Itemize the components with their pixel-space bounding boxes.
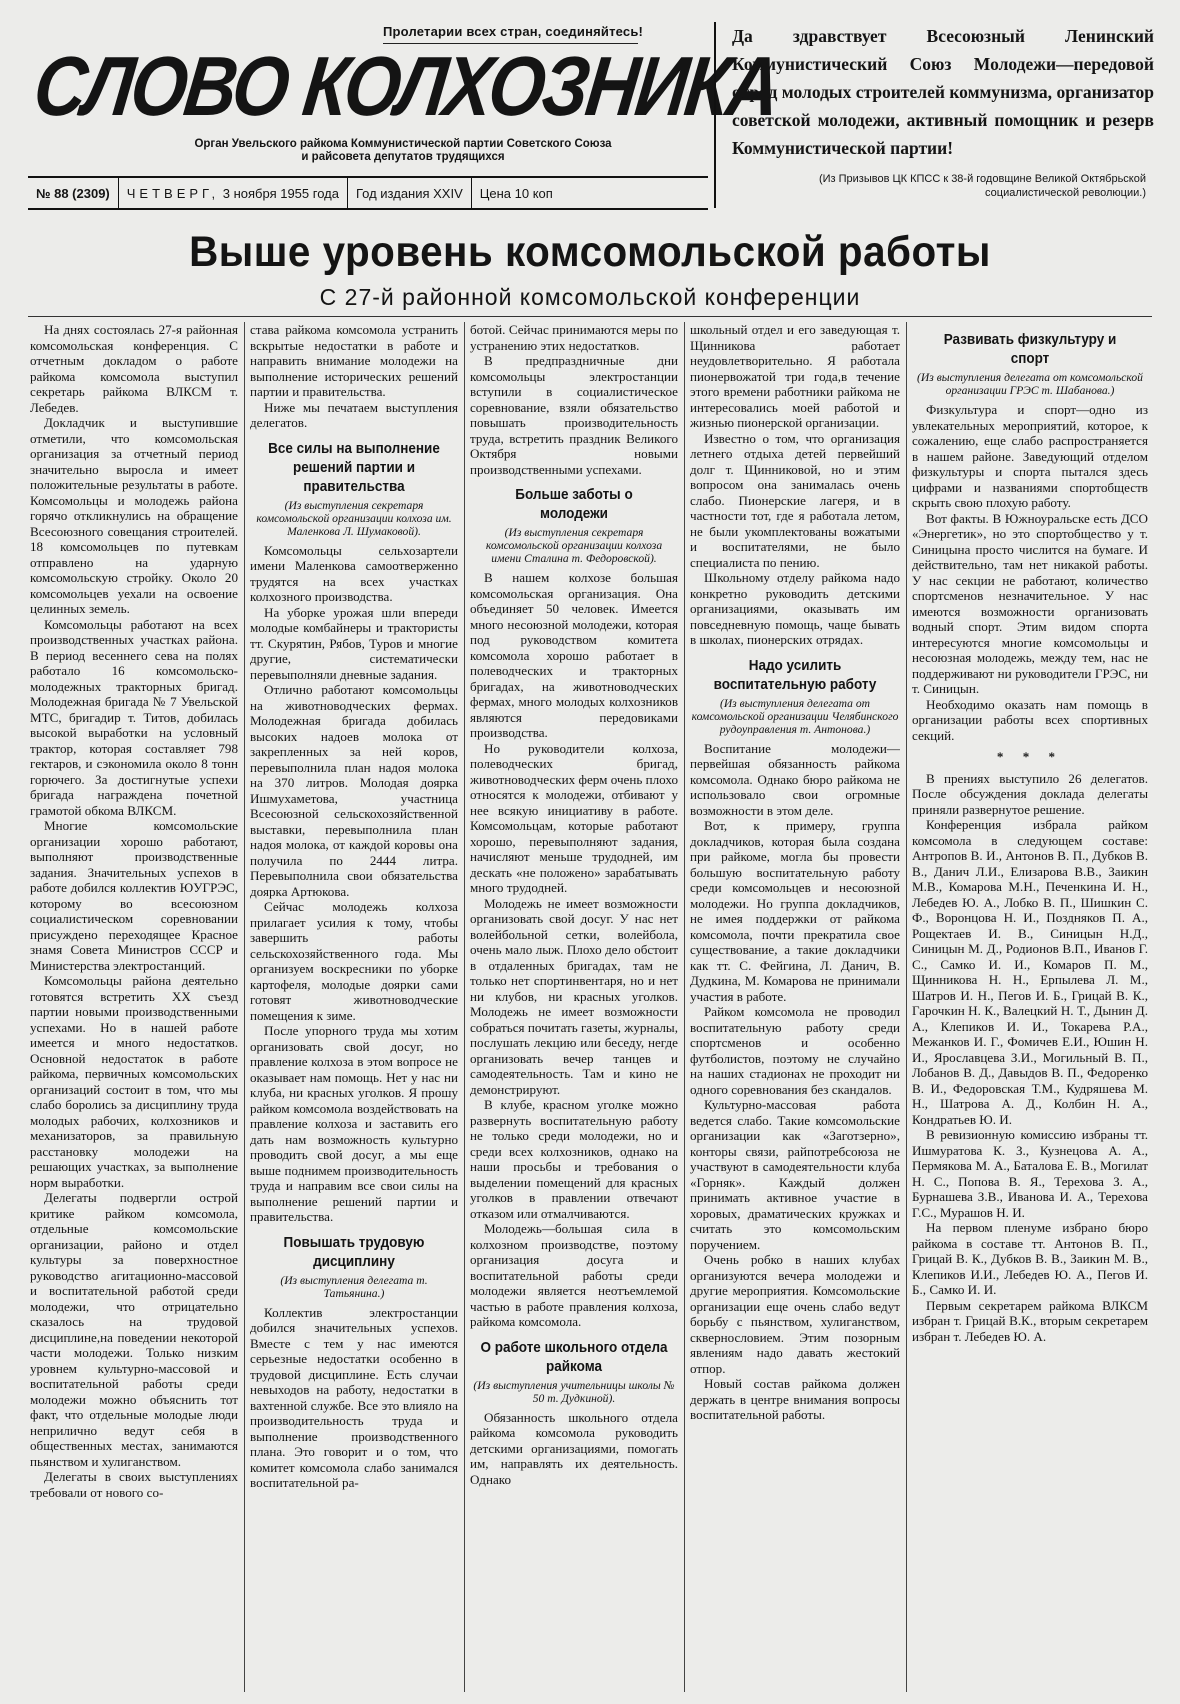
article-paragraph: Необходимо оказать нам помощь в организации работы всех спортивных секций. <box>912 696 1148 743</box>
article-paragraph: Коллектив электростанции добился значительных успехов. Вместе с тем у нас имеются серьезные недостатки особенно в трудовой дисциплине. Есть случаи невыходов на работу, недостатки в вахтенной службе. Все это влияло на производительность труда и выполнение производственного плана. Это говорит и о том, что комитет комсомола слабо занимался воспитательной ра- <box>250 1304 458 1490</box>
article-paragraph: Сейчас молодежь колхоза прилагает усилия к тому, чтобы завершить работы сельскохозяйственного года. Мы организуем воскресники по уборке картофеля, молодые доярки сами готовят животноводческие помещения к зиме. <box>250 899 458 1023</box>
sub-headline: С 27-й районной комсомольской конференции <box>319 284 861 310</box>
article-paragraph: Молодежь не имеет возможности организовать свой досуг. У нас нет волейбольной сетки, волейбола, очень мало лыж. Плохо дело обстоит в отдаленных бригадах, там не только нет спортинвентаря, но и нет ни клубов, ни красных уголков. Молодежь не имеет возможности собраться почитать газеты, журналы, послушать лекцию или беседу, негде организовать вечер танцев и самодеятельность. Там и кино не демонстрируют. <box>470 895 678 1097</box>
article-paragraph: Отлично работают комсомольцы на животноводческих фермах. Молодежная бригада добилась высоких надоев молока от закрепленных за ней коров, перевыполнила план надоя молока на 370 литров. Молодая доярка Ишмухаметова, участница Всесоюзной сельскохозяйственной выставки, перевыполнила план надоя молока, от каждой коровы она получила по 2444 литра. Перевыполнила свои обязательства доярка Артюкова. <box>250 682 458 899</box>
article-paragraph: Вот, к примеру, группа докладчиков, которая была создана при райкоме, могла бы провести большую воспитательную работу среди комсомольцев и несоюзной молодежи. Но группа докладчиков, не имея поддержки от райкома комсомола, почти прекратила свое существование, а такие докладчики как тт. С. Фейгина, Л. Данич, В. Дудкина, М. Комарова не принимали участия в работе. <box>690 818 900 1004</box>
section-title: Все силы на выполнение решений партии и правительства <box>268 439 440 495</box>
issue-date-text: 3 ноября 1955 года <box>222 185 339 201</box>
section-byline: (Из выступления учительницы школы № 50 т. Дудкиной). <box>473 1378 675 1405</box>
headline-rule <box>28 316 1152 317</box>
issue-number: № 88 (2309) <box>28 178 119 208</box>
article-paragraph: Многие комсомольские организации хорошо работают, выполняют производственные задания. Значительных успехов в работе добился коллектив ЮУГРЭС, которому во всесоюзном социалистическом соревновании присуждено переходящее Красное знамя Совета Министров СССР и Министерства электростанций. <box>30 818 238 973</box>
issue-date <box>119 178 348 208</box>
article-paragraph: В клубе, красном уголке можно развернуть воспитательную работу не только среди молодежи, но и среди всех колхозников, однако на наши просьбы и требования о выделении помещений для красных уголков в правлении отвечают отказом или отмалчиваются. <box>470 1097 678 1221</box>
appeal-text: Да здравствует Всесоюзный Ленинский Коммунистический Союз Молодежи—передовой отряд молодых строителей коммунизма, организатор советской молодежи, активный помощник и резерв Коммунистической партии! <box>732 26 1154 158</box>
section-byline: (Из выступления делегата от комсомольской организации Челябинского рудоуправления т. Антонова.) <box>691 696 899 736</box>
article-paragraph: Обязанность школьного отдела райкома комсомола руководить детскими организациями, помогать им, направлять их деятельность. Однако <box>470 1409 678 1487</box>
article-paragraph: Очень робко в наших клубах организуются вечера молодежи и другие мероприятия. Комсомольские организации еще очень слабо ведут борьбу с пьянством, хулиганством, сквернословием. Этим позорным явлениям надо давать жестокий отпор. <box>690 1252 900 1376</box>
article-paragraph: После упорного труда мы хотим организовать свой досуг, но правление колхоза в этом вопросе не оказывает нам помощь. Нет у нас ни клуба, ни красных уголков. Я прошу райком комсомола воздействовать на правление колхоза и заставить его дать нам возможность культурно проводить свой досуг, а мы еще выше поднимем производительность труда и направим все свои силы на выполнение решений партии и правительства. <box>250 1023 458 1224</box>
column-separator <box>906 322 907 1692</box>
section-header <box>912 330 1148 397</box>
article-paragraph: Известно о том, что организация летнего отдыха детей первейший долг т. Щинниковой, но и этим вопросом она занималась очень слабо. Пионерские лагеря, и в частности тот, где я работала летом, не были укомплектованы вожатыми и воспитателями, не было специалиста по пению. <box>690 430 900 570</box>
organ-line <box>123 138 683 164</box>
masthead-slogan: Пролетарии всех стран, соединяйтесь! <box>383 24 644 39</box>
article-paragraph: Культурно-массовая работа ведется слабо. Такие комсомольские организации как «Заготзерно», конторы связи, райпотребсоюза не участвуют в самодеятельности клуба «Горняк». Каждый должен принимать активное участие в хоровых, драматических кружках и считать это комсомольским поручением. <box>690 1097 900 1252</box>
section-byline: (Из выступления делегата т. Татьянина.) <box>280 1273 428 1300</box>
section-title: Больше заботы о молодежи <box>515 486 633 522</box>
column-separator <box>464 322 465 1692</box>
article-paragraph: Ниже мы печатаем выступления делегатов. <box>250 399 458 430</box>
article-column-1 <box>30 322 238 1692</box>
article-paragraph: Вот факты. В Южноуральске есть ДСО «Энергетик», но это спортобщество у т. Синицына просто числится на бумаге. И действительно, там нет никакой работы. У нас секции не работают, количество спортсменов незначительное. У нас имеются возможности организовать водный спорт. Этим видом спорта интересуются многие комсомольцы и несоюзная молодежь, между тем, нас не поддерживают ни руководители ГРЭС, ни т. Синицын. <box>912 510 1148 696</box>
section-title: О работе школьного отдела райкома <box>480 1338 668 1375</box>
section-byline: (Из выступления делегата от комсомольской организации ГРЭС т. Шабанова.) <box>917 371 1143 397</box>
article-paragraph: На уборке урожая шли впереди молодые комбайнеры и трактористы тт. Скурятин, Рябов, Туров и многие другие, систематически перевыполняли дневные задания. <box>250 604 458 682</box>
section-title: Повышать трудовую дисциплину <box>283 1233 425 1270</box>
article-paragraph: В прениях выступило 26 делегатов. После обсуждения доклада делегаты приняли развернутое решение. <box>912 770 1148 817</box>
article-column-5 <box>912 322 1148 1692</box>
article-paragraph: Новый состав райкома должен держать в центре внимания вопросы воспитательной работы. <box>690 1376 900 1422</box>
newspaper-title: СЛОВО КОЛХОЗНИКА <box>29 39 783 133</box>
main-headline: Выше уровень комсомольской работы <box>189 228 991 276</box>
article-paragraph: ботой. Сейчас принимаются меры по устранению этих недостатков. <box>470 322 678 353</box>
article-paragraph: Первым секретарем райкома ВЛКСМ избран т. Грицай В.К., вторым секретарем избран т. Лебедев Ю. А. <box>912 1297 1148 1344</box>
article-paragraph: Но руководители колхоза, полеводческих бригад, животноводческих ферм очень плохо относятся к молодежи, отбивают у нее всякую инициативу в работе. Комсомольцам, которые работают хорошо, перевыполняют задания, начисляют меньше трудодней, им дескать «не положено» зарабатывать много трудодней. <box>470 740 678 895</box>
year-of-issue: Год издания XXIV <box>348 178 472 208</box>
article-paragraph: Конференция избрала райком комсомола в следующем составе: Антропов В. И., Антонов В. П., Дубков В. В., Данич Л.И., Елизарова В.В., Заикин М.В., Комарова М.Н., Печенкина И. Н., Лебедев Ю. А., Лобко В. П., Шишкин С. Ф., Воронцова Н. И., Поздняков П. А., Рощектаев И. В., Синицын Н.Д., Синицын М. Д., Родионов В.П., Иванов Г. С., Самко И. И., Комаров П. М., Щинникова Н. Н., Ерпылева Л. М., Шатров И. Н., Пегов И. Б., Грицай В. К., Гарочкин Н. К., Валецкий Н. Т., Дынин Д. А., Клепиков И. И., Токарева Р.А., Межанков И. Г., Фомичев Е.И., Юшин Н. И., Ярославцева З.И., Могильный В. П., Лобанов В. Д., Давыдов В. П., Федоренко В. И., Федоровская Т.М., Кудряшева М. Н., Шатрова А. Д., Колбин Н. А., Кондратьев Ю. И. <box>912 817 1148 1127</box>
article-paragraph: Делегаты подвергли острой критике райком комсомола, отдельные комсомольские организации, районо и отдел культуры за поверхностное руководство агитационно-массовой и воспитательной работой среди молодежи, что отрицательно сказалось на трудовой дисциплине,на поведении некоторой части молодежи. Только низким уровнем культурно-массовой и воспитательной работы среди молодежи можно объяснить тот факт, что отдельные молодые люди неприлично ведут себя в общественных местах, занимаются пьянством и хулиганством. <box>30 1190 238 1469</box>
article-column-4 <box>690 322 900 1692</box>
issue-weekday: ЧЕТВЕРГ, <box>126 185 220 201</box>
section-header <box>250 1233 458 1300</box>
article-paragraph: Комсомольцы сельхозартели имени Маленкова самоотверженно трудятся на всех участках колхозного производства. <box>250 542 458 604</box>
article-column-3 <box>470 322 678 1692</box>
organ-line-2: и райсовета депутатов трудящихся <box>301 151 505 163</box>
section-header <box>250 439 458 538</box>
section-byline: (Из выступления секретаря комсомольской организации колхоза имени Сталина т. Федоровской). <box>485 526 663 565</box>
column-separator <box>244 322 245 1692</box>
article-paragraph: В ревизионную комиссию избраны тт. Ишмуратова К. З., Кузнецова А. А., Пермякова М. А., Баталова Е. В., Могилат Н. С., Попова В. Я., Терехова З. А., Бурнашева З.В., Иванова И. А., Терехова Г.С., Мурашов Н. И. <box>912 1127 1148 1220</box>
issue-info-bar <box>28 176 708 210</box>
column-separator <box>684 322 685 1692</box>
article-paragraph: Молодежь—большая сила в колхозном производстве, поэтому организация досуга и воспитательной работы среди молодежи является неотъемлемой частью в работе правления колхоза, райкома комсомола. <box>470 1221 678 1329</box>
appeal-box <box>714 22 1154 208</box>
article-paragraph: Докладчик и выступившие отметили, что комсомольская организация за отчетный период значительно выросла и имеет положительные результаты в работе. Комсомольцы и молодежь района горячо откликнулись на обращение Всесоюзного совещания строителей. 18 комсомольцев по путевкам отправлено на ударную комсомольскую стройку. Около 20 комсомольцев уехали на освоение целинных земель. <box>30 415 238 616</box>
article-paragraph: На днях состоялась 27-я районная комсомольская конференция. С отчетным докладом о работе райкома комсомола выступил секретарь райкома ВЛКСМ т. Лебедев. <box>30 322 238 415</box>
organ-line-1: Орган Увельского райкома Коммунистической партии Советского Союза <box>194 138 612 150</box>
section-title: Развивать физкультуру и спорт <box>943 331 1117 367</box>
article-paragraph: В нашем колхозе большая комсомольская организация. Она объединяет 50 человек. Имеется много несоюзной молодежи, которая под руководством комитета комсомола хорошо работает в полеводческих и тракторных бригадах, на животноводческих фермах, много молодых колхозников являются передовиками производства. <box>470 570 678 740</box>
article-paragraph: Школьному отделу райкома надо конкретно руководить детскими организациями, оказывать им повседневную помощь, чаще бывать в школах, пионерских отрядах. <box>690 570 900 647</box>
section-byline: (Из выступления секретаря комсомольской организации колхоза им. Маленкова Л. Шумаковой). <box>256 498 452 538</box>
appeal-source: (Из Призывов ЦК КПСС к 38-й годовщине Великой Октябрьской социалистической революции.) <box>818 173 1146 199</box>
article-paragraph: Делегаты в своих выступлениях требовали от нового со- <box>30 1469 238 1500</box>
article-paragraph: школьный отдел и его заведующая т. Щинникова работает неудовлетворительно. Я работала пионервожатой три года,в течение этого времени работники райкома не интересовались моей работой и жизнью пионерской организации. <box>690 322 900 430</box>
article-paragraph: Воспитание молодежи—первейшая обязанность райкома комсомола. Однако бюро райкома не использовало свои огромные возможности в этом деле. <box>690 740 900 818</box>
article-column-2 <box>250 322 458 1692</box>
article-paragraph: Физкультура и спорт—одно из увлекательных мероприятий, которое, к сожалению, еще слабо распространяется в нашем районе. Заведующий отделом физкультуры и спорта пытался здесь цифрами и названиями спортобществ скрыть свою плохую работу. <box>912 402 1148 510</box>
article-paragraph: В предпраздничные дни комсомольцы электростанции вступили в социалистическое соревнование, взяли обязательство повышать производительность труда, встретить праздник Великого Октября новыми производственными успехами. <box>470 353 678 477</box>
article-paragraph: Комсомольцы района деятельно готовятся встретить XX съезд партии новыми производственными успехами. Но в нашей работе имеется и много недостатков. Основной недостаток в работе райкома, первичных комсомольских организаций состоит в том, что мы слабо боролись за дисциплину труда молодых рабочих, колхозников и механизаторов, за правильную расстановку молодежи на решающих участках, за выполнение норм выработки. <box>30 973 238 1190</box>
section-header <box>470 1338 678 1405</box>
article-paragraph: Райком комсомола не проводил воспитательную работу среди спортсменов и особенно футболистов, поэтому не случайно на наших стадионах не проходит ни одного соревнования без скандалов. <box>690 1004 900 1097</box>
article-paragraph: Комсомольцы работают на всех производственных участках района. В период весеннего сева на полях работало 16 комсомольско-молодежных тракторных бригад. Молодежная бригада № 7 Увельской МТС, бригадир т. Титов, добилась высокой выработки на условный трактор, которая составляет 798 гектаров, и сэкономила около 8 тонн горючего. За достигнутые успехи бригада награждена почетной грамотой обкома ВЛКСМ. <box>30 616 238 818</box>
section-title: Надо усилить воспитательную работу <box>713 656 877 693</box>
article-paragraph: На первом пленуме избрано бюро райкома в составе тт. Антонов В. П., Грицай В. К., Дубков В. В., Заикин М. В., Клепиков И.И., Лебедев Ю. А., Пегов И. Б., Самко И. И. <box>912 1220 1148 1297</box>
article-paragraph: става райкома комсомола устранить вскрытые недостатки в работе и направить внимание молодежи на выполнение исторических решений партии и правительства. <box>250 322 458 399</box>
issue-price: Цена 10 коп <box>479 185 553 201</box>
section-header <box>470 485 678 565</box>
section-divider-stars: * * * <box>996 749 1064 764</box>
section-header <box>690 656 900 736</box>
